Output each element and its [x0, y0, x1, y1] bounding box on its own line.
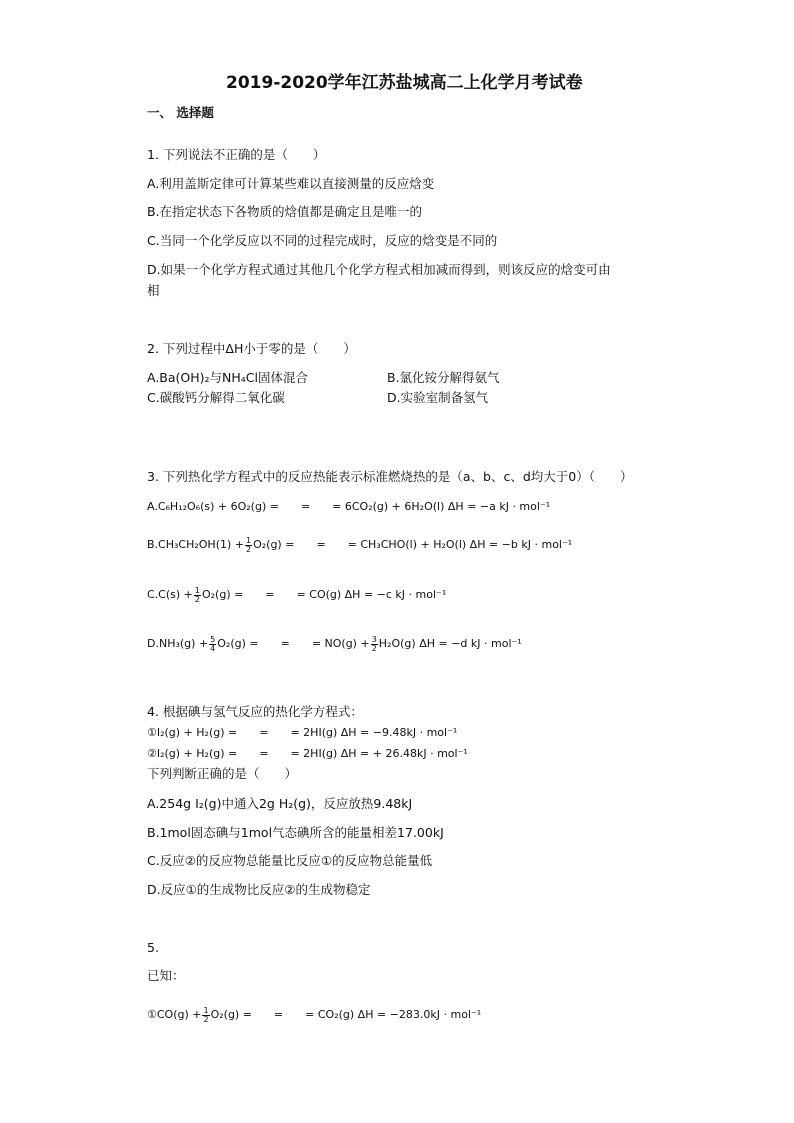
q1-option-a: A.利用盖斯定律可计算某些难以直接测量的反应焓变 [147, 176, 435, 191]
q3-d-rhs: H₂O(g) ΔH = −d kJ · mol⁻¹ [378, 637, 522, 650]
q4-option-c: C.反应②的反应物总能量比反应①的反应物总能量低 [147, 853, 433, 868]
q4-option-d: D.反应①的生成物比反应②的生成物稳定 [147, 882, 371, 897]
q5-known: 已知： [147, 968, 185, 983]
q2-stem: 2. 下列过程中ΔH小于零的是（ ） [147, 341, 356, 356]
q5-equation-1 [147, 1006, 481, 1024]
q1-option-b: B.在指定状态下各物质的焓值都是确定且是唯一的 [147, 204, 423, 219]
q3-b-rhs: O₂(g) = = = CH₃CHO(l) + H₂O(l) ΔH = −b kJ · mol⁻¹ [253, 538, 573, 551]
q1-option-d: D.如果一个化学方程式通过其他几个化学方程式相加减而得到，则该反应的焓变可由 [147, 262, 611, 277]
q2-option-a: A.Ba(OH)₂与NH₄Cl固体混合 [147, 370, 309, 385]
q5-eq1-rhs: O₂(g) = = = CO₂(g) ΔH = −283.0kJ · mol⁻¹ [210, 1008, 482, 1021]
fraction-three-halves: $\frac{3}{2}$ [371, 634, 377, 653]
fraction-one-half: $\frac{1}{2}$ [246, 535, 252, 554]
q3-stem: 3. 下列热化学方程式中的反应热能表示标准燃烧热的是（a、b、c、d均大于0）（ ） [147, 469, 633, 484]
q2-option-c: C.碳酸钙分解得二氧化碳 [147, 390, 285, 405]
q3-c-rhs: O₂(g) = = = CO(g) ΔH = −c kJ · mol⁻¹ [201, 588, 447, 601]
q1-option-d-cont: 相 [147, 283, 160, 298]
q3-option-c [147, 586, 446, 604]
q4-equation-1: ①I₂(g) + H₂(g) = = = 2HI(g) ΔH = −9.48kJ · mol⁻¹ [147, 726, 458, 739]
fraction-one-half: $\frac{1}{2}$ [203, 1005, 209, 1024]
q3-b-lhs: B.CH₃CH₂OH(1) + [147, 538, 244, 551]
q4-equation-2: ②I₂(g) + H₂(g) = = = 2HI(g) ΔH = + 26.48kJ · mol⁻¹ [147, 747, 468, 760]
q3-c-lhs: C.C(s) + [147, 588, 193, 601]
section-heading: 一、 选择题 [147, 105, 214, 120]
q3-option-b [147, 536, 572, 554]
q1-stem: 1. 下列说法不正确的是（ ） [147, 147, 326, 162]
q4-option-b: B.1mol固态碘与1mol气态碘所含的能量相差17.00kJ [147, 825, 444, 840]
q3-d-mid: O₂(g) = = = NO(g) + [217, 637, 370, 650]
q3-option-d [147, 635, 522, 653]
q4-option-a: A.254g I₂(g)中通入2g H₂(g)，反应放热9.48kJ [147, 796, 413, 811]
q4-stem: 4. 根据碘与氢气反应的热化学方程式： [147, 704, 363, 719]
q4-stem-2: 下列判断正确的是（ ） [147, 766, 298, 781]
fraction-one-half: $\frac{1}{2}$ [194, 585, 200, 604]
q2-option-b: B.氯化铵分解得氨气 [387, 370, 500, 385]
q5-eq1-lhs: ①CO(g) + [147, 1008, 202, 1021]
page-title: 2019-2020学年江苏盐城高二上化学月考试卷 [226, 73, 583, 93]
q2-option-d: D.实验室制备氢气 [387, 390, 489, 405]
q1-option-c: C.当同一个化学反应以不同的过程完成时，反应的焓变是不同的 [147, 233, 498, 248]
q3-d-lhs: D.NH₃(g) + [147, 637, 209, 650]
q3-option-a: A.C₆H₁₂O₆(s) + 6O₂(g) = = = 6CO₂(g) + 6H₂O(l) ΔH = −a kJ · mol⁻¹ [147, 500, 551, 513]
q5-number: 5. [147, 940, 159, 955]
fraction-five-quarters: $\frac{5}{4}$ [210, 634, 216, 653]
